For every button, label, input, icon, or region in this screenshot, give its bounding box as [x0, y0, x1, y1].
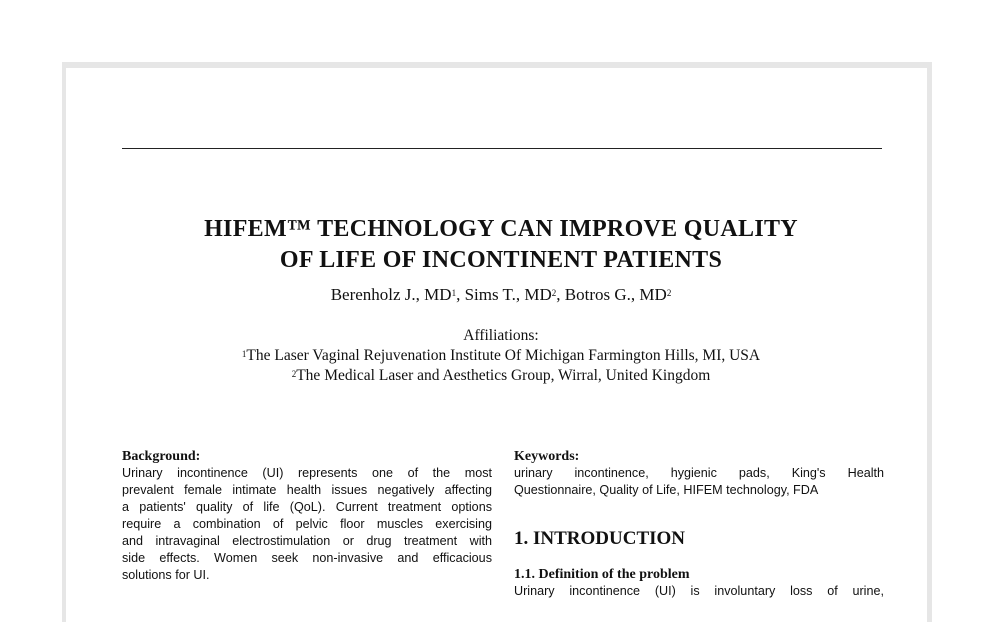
author-list: Berenholz J., $MD^1$, Sims T., $MD^2$, Botros G., $MD^2$: [330, 285, 672, 304]
background-line: require a combination of pelvic floor muscles exercising: [122, 517, 492, 531]
affiliation-marker: 1: [241, 349, 247, 359]
author-name: Berenholz J., MD: [330, 285, 452, 304]
affiliations-block: [66, 326, 936, 386]
affiliation-line: [66, 346, 936, 366]
affiliation-text: The Medical Laser and Aesthetics Group, Wirral, United Kingdom: [296, 367, 711, 384]
header-rule: [122, 148, 882, 149]
keywords-heading: Keywords:: [514, 449, 580, 464]
background-line: solutions for UI.: [122, 568, 210, 582]
affiliation-line: [66, 366, 936, 386]
background-heading: Background:: [122, 449, 201, 464]
author-affiliation-marker: 1: [451, 288, 457, 298]
subsection-heading: 1.1. Definition of the problem: [514, 567, 690, 582]
keywords-section: [514, 448, 884, 499]
background-line: Urinary incontinence (UI) represents one of the most: [122, 466, 492, 480]
affiliation-text: The Laser Vaginal Rejuvenation Institute Of Michigan Farmington Hills, MI, USA: [246, 347, 761, 364]
introduction-subsection: [514, 566, 884, 600]
introduction-heading: 1. INTRODUCTION: [514, 528, 686, 549]
background-line: and intravaginal electrostimulation or drug treatment with: [122, 534, 492, 548]
introduction-line: Urinary incontinence (UI) is involuntary loss of urine,: [514, 584, 884, 598]
background-line: prevalent female intimate health issues negatively affecting: [122, 483, 492, 497]
background-line: side effects. Women seek non-invasive and efficacious: [122, 551, 492, 565]
author-name: Botros G., MD: [564, 285, 667, 304]
pdf-page: [62, 62, 932, 622]
author-affiliation-marker: 2: [666, 288, 672, 298]
background-section: [122, 448, 492, 584]
title-line-2: OF LIFE OF INCONTINENT PATIENTS: [279, 247, 723, 273]
affiliations-label: Affiliations:: [463, 327, 539, 344]
keywords-line: urinary incontinence, hygienic pads, King's Health: [514, 466, 884, 480]
paper-title: [66, 214, 936, 276]
affiliation-marker: 2: [291, 369, 297, 379]
author-name: Sims T., MD: [464, 285, 552, 304]
author-affiliation-marker: 2: [551, 288, 557, 298]
background-line: a patients' quality of life (QoL). Current treatment options: [122, 500, 492, 514]
keywords-line: Questionnaire, Quality of Life, HIFEM technology, FDA: [514, 483, 819, 497]
title-line-1: HIFEM™ TECHNOLOGY CAN IMPROVE QUALITY: [204, 216, 798, 242]
